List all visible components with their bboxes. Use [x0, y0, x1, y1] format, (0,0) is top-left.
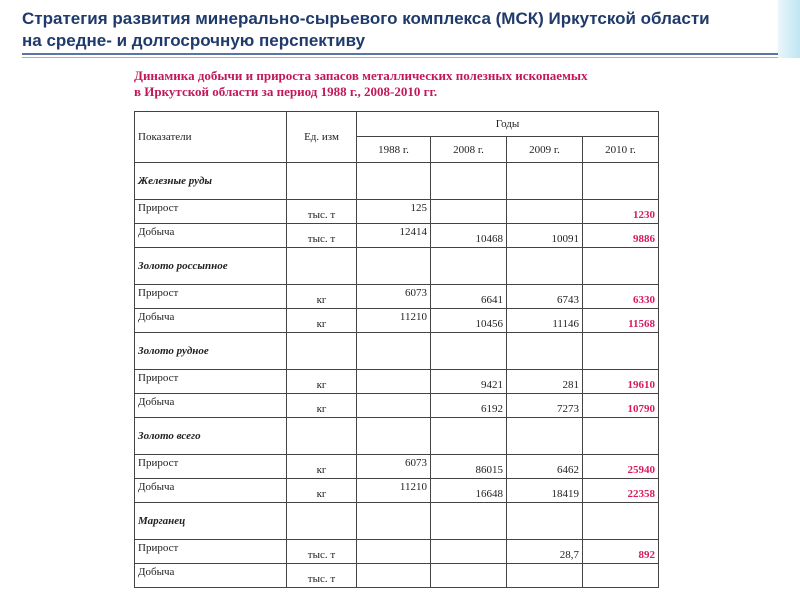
row-unit: кг [287, 285, 357, 309]
empty-cell [507, 418, 583, 455]
empty-cell [583, 248, 659, 285]
corner-accent [778, 0, 800, 58]
table-row [135, 285, 659, 309]
value-cell-2008: 16648 [431, 479, 507, 503]
row-label: Добыча [135, 224, 287, 248]
row-label: Прирост [135, 285, 287, 309]
empty-cell [287, 163, 357, 200]
row-label: Добыча [135, 564, 287, 588]
row-unit: тыс. т [287, 224, 357, 248]
table-row [135, 455, 659, 479]
value-cell-1988: 6073 [357, 455, 431, 479]
section-row [135, 163, 659, 200]
value-cell-2010: 10790 [583, 394, 659, 418]
section-row [135, 418, 659, 455]
header-year: 2009 г. [507, 137, 583, 163]
row-label: Добыча [135, 394, 287, 418]
table-row [135, 370, 659, 394]
data-table-wrapper [134, 111, 659, 588]
table-title [134, 68, 694, 100]
empty-cell [583, 333, 659, 370]
value-cell-2008: 6641 [431, 285, 507, 309]
value-cell-2008: 10468 [431, 224, 507, 248]
value-cell-2009: 28,7 [507, 540, 583, 564]
section-title: Золото россыпное [135, 248, 287, 285]
header-years-group: Годы [357, 112, 659, 137]
value-cell-2008 [431, 540, 507, 564]
value-cell-1988 [357, 564, 431, 588]
row-label: Добыча [135, 309, 287, 333]
table-row [135, 540, 659, 564]
row-label: Прирост [135, 540, 287, 564]
value-cell-2010: 6330 [583, 285, 659, 309]
row-unit: кг [287, 479, 357, 503]
value-cell-2010: 22358 [583, 479, 659, 503]
value-cell-2010: 11568 [583, 309, 659, 333]
slide-title-line-2: на средне- и долгосрочную перспективу [22, 31, 366, 50]
section-row [135, 333, 659, 370]
section-title: Золото рудное [135, 333, 287, 370]
value-cell-1988: 6073 [357, 285, 431, 309]
empty-cell [583, 418, 659, 455]
empty-cell [507, 333, 583, 370]
table-body [135, 112, 659, 588]
value-cell-2008: 86015 [431, 455, 507, 479]
table-row [135, 479, 659, 503]
empty-cell [431, 418, 507, 455]
value-cell-2009: 7273 [507, 394, 583, 418]
value-cell-2010: 9886 [583, 224, 659, 248]
table-row [135, 564, 659, 588]
value-cell-1988 [357, 370, 431, 394]
value-cell-2009: 281 [507, 370, 583, 394]
empty-cell [357, 418, 431, 455]
empty-cell [583, 503, 659, 540]
table-row [135, 309, 659, 333]
empty-cell [507, 503, 583, 540]
header-row-1 [135, 112, 659, 137]
empty-cell [507, 248, 583, 285]
section-title: Золото всего [135, 418, 287, 455]
value-cell-1988: 12414 [357, 224, 431, 248]
title-divider-thin [22, 57, 778, 58]
value-cell-2009: 18419 [507, 479, 583, 503]
row-unit: тыс. т [287, 540, 357, 564]
empty-cell [431, 503, 507, 540]
empty-cell [287, 418, 357, 455]
row-unit: кг [287, 455, 357, 479]
value-cell-2008 [431, 200, 507, 224]
header-year: 2010 г. [583, 137, 659, 163]
value-cell-2010: 1230 [583, 200, 659, 224]
empty-cell [431, 248, 507, 285]
value-cell-2010: 19610 [583, 370, 659, 394]
header-year: 1988 г. [357, 137, 431, 163]
empty-cell [431, 333, 507, 370]
section-title: Железные руды [135, 163, 287, 200]
row-label: Прирост [135, 370, 287, 394]
data-table [134, 111, 659, 588]
value-cell-2008: 6192 [431, 394, 507, 418]
header-year: 2008 г. [431, 137, 507, 163]
value-cell-2008: 10456 [431, 309, 507, 333]
table-title-line-2: в Иркутской области за период 1988 г., 2008-2010 гг. [134, 84, 438, 99]
value-cell-1988 [357, 540, 431, 564]
section-title: Марганец [135, 503, 287, 540]
slide-title [22, 8, 762, 52]
value-cell-2010 [583, 564, 659, 588]
empty-cell [357, 333, 431, 370]
empty-cell [357, 163, 431, 200]
empty-cell [287, 248, 357, 285]
value-cell-2010: 892 [583, 540, 659, 564]
value-cell-1988: 11210 [357, 479, 431, 503]
table-row [135, 394, 659, 418]
value-cell-2010: 25940 [583, 455, 659, 479]
section-row [135, 503, 659, 540]
value-cell-2009 [507, 564, 583, 588]
empty-cell [287, 333, 357, 370]
value-cell-2009: 10091 [507, 224, 583, 248]
value-cell-1988: 11210 [357, 309, 431, 333]
section-row [135, 248, 659, 285]
empty-cell [287, 503, 357, 540]
empty-cell [357, 248, 431, 285]
table-title-line-1: Динамика добычи и прироста запасов металлических полезных ископаемых [134, 68, 588, 83]
row-label: Прирост [135, 200, 287, 224]
row-label: Добыча [135, 479, 287, 503]
empty-cell [583, 163, 659, 200]
value-cell-2009: 6462 [507, 455, 583, 479]
header-indicator: Показатели [135, 112, 287, 163]
empty-cell [507, 163, 583, 200]
row-unit: кг [287, 370, 357, 394]
header-unit: Ед. изм [287, 112, 357, 163]
row-unit: кг [287, 309, 357, 333]
value-cell-2009: 6743 [507, 285, 583, 309]
slide-title-line-1: Стратегия развития минерально-сырьевого комплекса (МСК) Иркутской области [22, 9, 710, 28]
value-cell-2008: 9421 [431, 370, 507, 394]
table-row [135, 200, 659, 224]
row-unit: тыс. т [287, 564, 357, 588]
row-unit: кг [287, 394, 357, 418]
value-cell-1988: 125 [357, 200, 431, 224]
value-cell-1988 [357, 394, 431, 418]
empty-cell [431, 163, 507, 200]
row-label: Прирост [135, 455, 287, 479]
value-cell-2009 [507, 200, 583, 224]
empty-cell [357, 503, 431, 540]
row-unit: тыс. т [287, 200, 357, 224]
value-cell-2009: 11146 [507, 309, 583, 333]
value-cell-2008 [431, 564, 507, 588]
title-divider [22, 53, 778, 55]
table-row [135, 224, 659, 248]
